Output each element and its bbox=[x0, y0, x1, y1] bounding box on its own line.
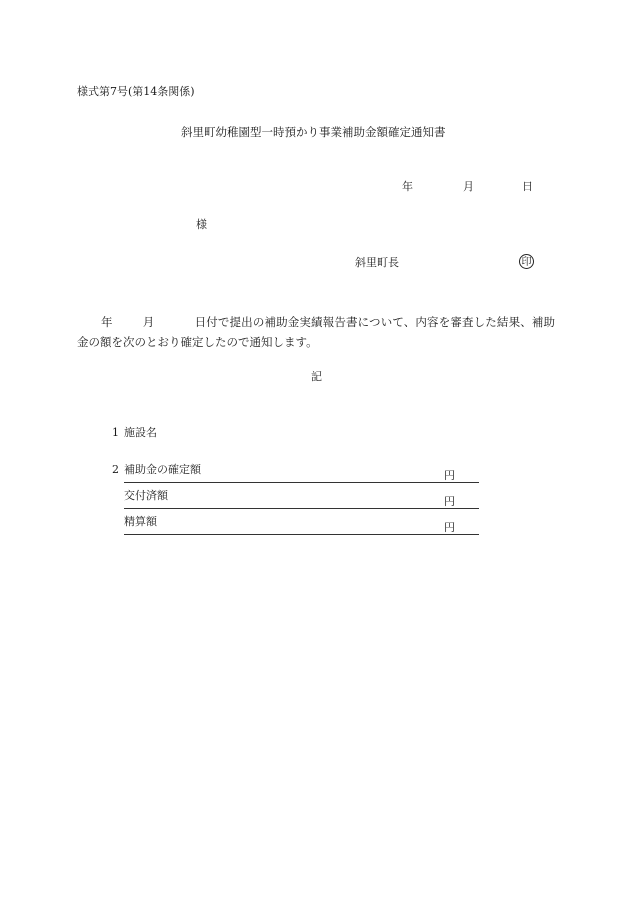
paid-yen-unit: 円 bbox=[444, 495, 455, 508]
item-number-2: 2 bbox=[112, 463, 119, 476]
date-month: 月 bbox=[463, 180, 474, 193]
settlement-yen-unit: 円 bbox=[444, 521, 455, 534]
settlement-amount-line bbox=[124, 534, 479, 535]
document-title: 斜里町幼稚園型一時預かり事業補助金額確定通知書 bbox=[181, 125, 446, 139]
grant-yen-unit: 円 bbox=[444, 469, 455, 482]
addressee-suffix: 様 bbox=[196, 218, 207, 231]
issuer-name: 斜里町長 bbox=[355, 256, 399, 269]
paid-label: 交付済額 bbox=[124, 489, 168, 502]
ki-heading: 記 bbox=[311, 370, 322, 383]
body-year: 年 bbox=[101, 315, 113, 329]
seal-stamp: 印 bbox=[519, 254, 534, 269]
date-day: 日 bbox=[522, 180, 533, 193]
item-number-1: 1 bbox=[112, 426, 119, 439]
body-text: 日付で提出の補助金実績報告書について、内容を審査した結果、補助金の額を次のとおり確定したので通知します。 bbox=[77, 315, 556, 349]
grant-label: 補助金の確定額 bbox=[124, 463, 201, 476]
body-paragraph bbox=[77, 312, 555, 352]
form-number: 様式第7号(第14条関係) bbox=[77, 85, 195, 98]
grant-amount-line bbox=[124, 482, 479, 483]
date-year: 年 bbox=[402, 180, 413, 193]
facility-label: 施設名 bbox=[124, 426, 157, 439]
body-month: 月 bbox=[142, 315, 155, 329]
paid-amount-line bbox=[124, 508, 479, 509]
settlement-label: 精算額 bbox=[124, 515, 157, 528]
